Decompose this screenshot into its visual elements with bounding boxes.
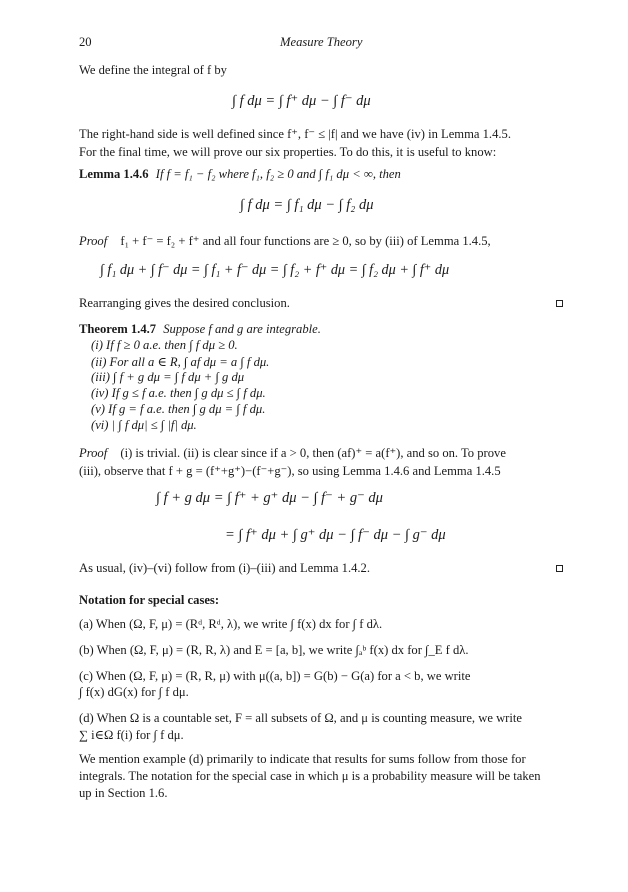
as-usual-line: As usual, (iv)–(vi) follow from (i)–(iii) and Lemma 1.4.2. [79,561,370,575]
page-number: 20 [79,35,92,49]
lemma-label: Lemma 1.4.6 [79,167,149,181]
theorem-item: (iii) ∫ f + g dμ = ∫ f dμ + ∫ g dμ [91,370,245,384]
lemma-statement [79,167,401,182]
rearranging-line: Rearranging gives the desired conclusion. [79,296,290,310]
notation-item-c: (c) When (Ω, F, μ) = (R, R, μ) with μ((a, b]) = G(b) − G(a) for a < b, we write [79,669,471,683]
theorem-text: Suppose f and g are integrable. [163,322,321,336]
intro-line [79,63,227,78]
proof-text: (i) is trivial. (ii) is clear since if a > 0, then (af)⁺ = a(f⁺), and so on. To prove [120,446,506,460]
theorem-item: (i) If f ≥ 0 a.e. then ∫ f dμ ≥ 0. [91,338,238,352]
proof-label: Proof [79,234,108,248]
theorem-label: Theorem 1.4.7 [79,322,157,336]
equation-proof-2a: ∫ f + g dμ = ∫ f⁺ + g⁺ dμ − ∫ f⁻ + g⁻ dμ [156,490,383,506]
notation-item-a: (a) When (Ω, F, μ) = (Rᵈ, Rᵈ, λ), we write ∫ f(x) dx for ∫ f dλ. [79,617,383,631]
proof-2-line [79,445,506,461]
theorem-statement [79,322,321,337]
notation-heading: Notation for special cases: [79,593,220,607]
equation-definition: ∫ f dμ = ∫ f⁺ dμ − ∫ f⁻ dμ [232,93,371,109]
closing-line: up in Section 1.6. [79,786,168,800]
proof-1-line [79,233,491,249]
qed-square [556,300,563,307]
running-head: Measure Theory [280,35,363,49]
notation-item-d: (d) When Ω is a countable set, F = all subsets of Ω, and μ is counting measure, we write [79,711,522,725]
notation-item-d-cont: ∑ i∈Ω f(i) for ∫ f dμ. [79,728,184,742]
intro-text: We define the integral of f by [79,63,227,77]
closing-line: integrals. The notation for the special case in which μ is a probability measure will be taken [79,769,541,783]
paragraph-line: The right-hand side is well defined since f⁺, f⁻ ≤ |f| and we have (iv) in Lemma 1.4.5. [79,127,511,141]
equation-lemma: ∫ f dμ = ∫ f₁ dμ − ∫ f₂ dμ [240,197,374,213]
notation-item-b: (b) When (Ω, F, μ) = (R, R, λ) and E = [a, b], we write ∫ₐᵇ f(x) dx for ∫_E f dλ. [79,643,469,657]
theorem-item: (ii) For all a ∈ R, ∫ af dμ = a ∫ f dμ. [91,355,270,369]
paragraph-line: For the final time, we will prove our six properties. To do this, it is useful to know: [79,145,497,159]
theorem-item: (iv) If g ≤ f a.e. then ∫ g dμ ≤ ∫ f dμ. [91,386,266,400]
theorem-item: (vi) | ∫ f dμ| ≤ ∫ |f| dμ. [91,418,197,432]
proof-text: f₁ + f⁻ = f₂ + f⁺ and all four functions are ≥ 0, so by (iii) of Lemma 1.4.5, [120,234,491,248]
equation-proof-1: ∫ f₁ dμ + ∫ f⁻ dμ = ∫ f₁ + f⁻ dμ = ∫ f₂ + f⁺ dμ = ∫ f₂ dμ + ∫ f⁺ dμ [100,262,450,278]
lemma-text: If f = f₁ − f₂ where f₁, f₂ ≥ 0 and ∫ f₁ dμ < ∞, then [155,167,401,181]
equation-proof-2b: = ∫ f⁺ dμ + ∫ g⁺ dμ − ∫ f⁻ dμ − ∫ g⁻ dμ [225,527,446,543]
notation-item-c-cont: ∫ f(x) dG(x) for ∫ f dμ. [79,685,189,699]
closing-line: We mention example (d) primarily to indicate that results for sums follow from those for [79,752,526,766]
paragraph-line: (iii), observe that f + g = (f⁺+g⁺)−(f⁻+g⁻), so using Lemma 1.4.6 and Lemma 1.4.5 [79,464,501,478]
proof-label: Proof [79,446,108,460]
theorem-item: (v) If g = f a.e. then ∫ g dμ = ∫ f dμ. [91,402,266,416]
qed-square [556,565,563,572]
